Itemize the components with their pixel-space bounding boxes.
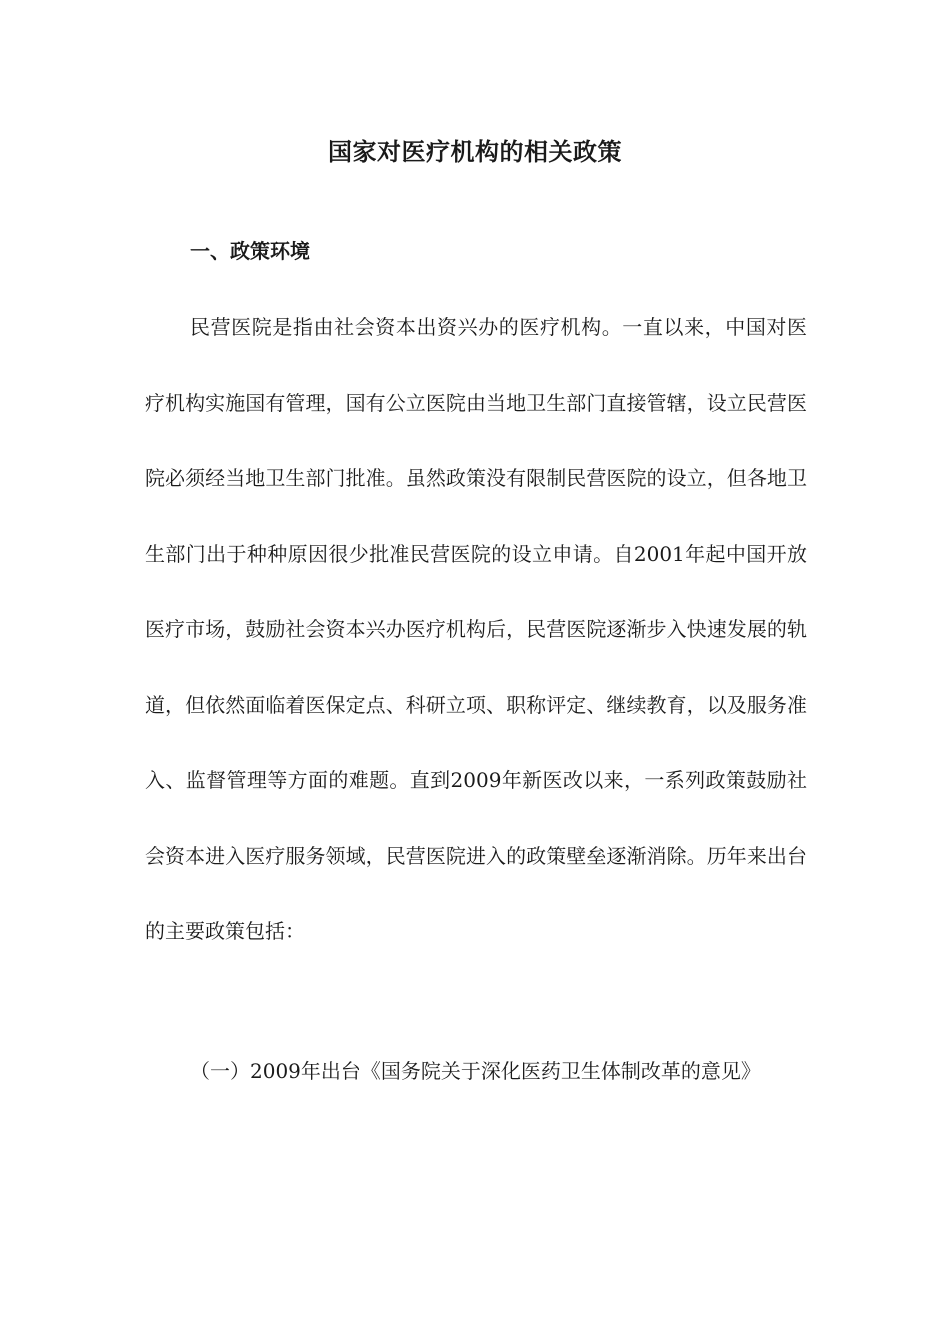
- section-heading: 一、政策环境: [190, 239, 310, 263]
- policy-item: （一）2009年出台《国务院关于深化医药卫生体制改革的意见》: [190, 1059, 761, 1083]
- body-paragraph: 民营医院是指由社会资本出资兴办的医疗机构。一直以来，中国对医疗机构实施国有管理，国有公立医院由当地卫生部门直接管辖，设立民营医院必须经当地卫生部门批准。虽然政策没有限制民营医院的设立，但各地卫生部门出于种种原因很少批准民营医院的设立申请。自2001年起中国开放医疗市场，鼓励社会资本兴办医疗机构后，民营医院逐渐步入快速发展的轨道，但依然面临着医保定点、科研立项、职称评定、继续教育，以及服务准入、监督管理等方面的难题。直到2009年新医改以来，一系列政策鼓励社会资本进入医疗服务领域，民营医院进入的政策壁垒逐渐消除。历年来出台的主要政策包括：: [145, 315, 807, 943]
- document-title: 国家对医疗机构的相关政策: [328, 138, 622, 166]
